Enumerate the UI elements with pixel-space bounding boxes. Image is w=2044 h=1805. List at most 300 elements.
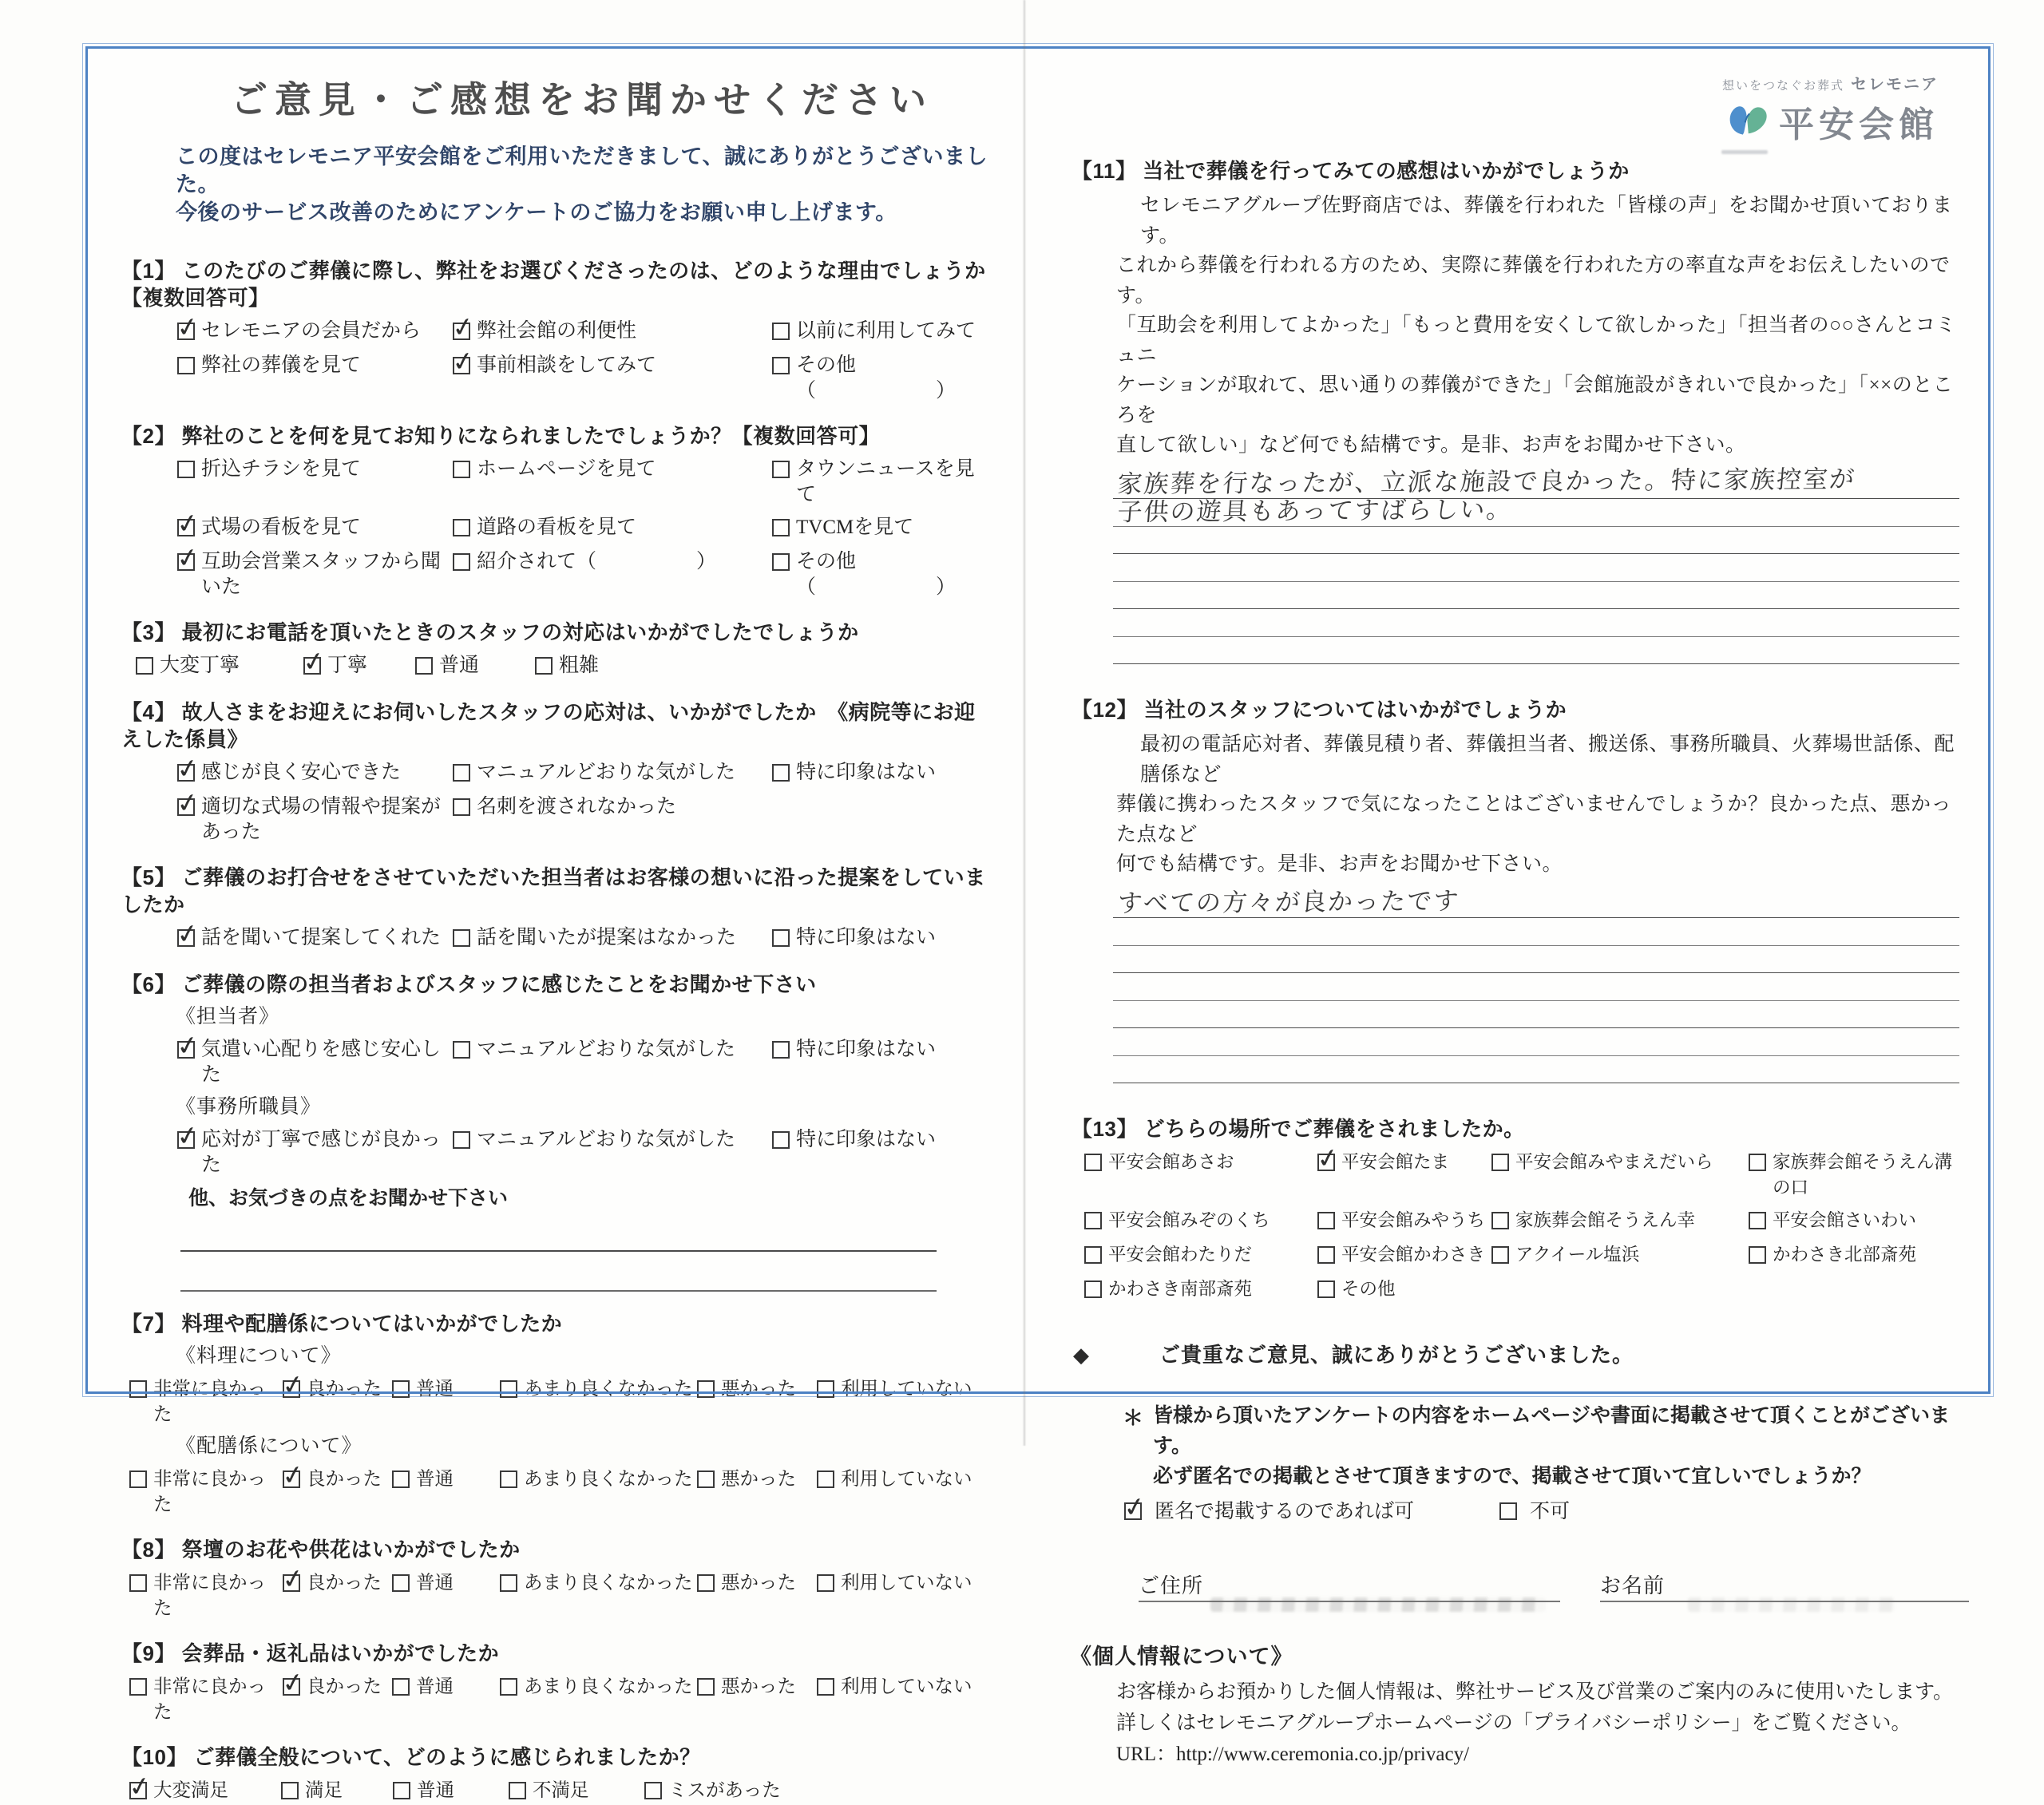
questions-left — [121, 257, 988, 1805]
checkbox-checked-icon[interactable] — [177, 553, 195, 571]
address-label: ご住所 — [1139, 1574, 1204, 1597]
question-block — [121, 971, 988, 1292]
checkbox-option[interactable] — [772, 319, 988, 346]
option-label: 普通 — [439, 655, 480, 676]
option-label: かわさき南部斎苑 — [1108, 1279, 1253, 1299]
handwritten-answer: すべての方々が良かったです — [1116, 887, 1461, 918]
option-label: 話を聞いたが提案はなかった — [477, 927, 737, 948]
publication-note — [1123, 1400, 1969, 1491]
checkbox-checked-icon[interactable] — [177, 1041, 195, 1059]
checkbox-checked-icon[interactable] — [177, 764, 195, 782]
checkbox-option[interactable] — [453, 1037, 772, 1088]
privacy-line: お客様からお預かりした個人情報は、弊社サービス及び営業のご案内のみに使用いたします。 — [1116, 1681, 1954, 1703]
checkbox-option[interactable] — [392, 1570, 500, 1621]
option-label: 満足 — [305, 1780, 343, 1801]
options-row — [177, 794, 988, 845]
option-label: 普通 — [417, 1780, 454, 1801]
checkbox-option[interactable] — [129, 1570, 283, 1621]
option-label: 普通 — [416, 1469, 454, 1490]
option-label: 利用していない — [841, 1379, 972, 1399]
asterisk-icon: ＊ — [1123, 1407, 1144, 1430]
option-group-subheading: 《料理について》 — [176, 1345, 342, 1367]
answer-ruled-line[interactable] — [1113, 1056, 1959, 1084]
checkbox-option[interactable] — [283, 1570, 392, 1621]
checkbox-option[interactable] — [500, 1674, 697, 1725]
checkbox-checked-icon[interactable] — [177, 323, 195, 340]
checkbox-option[interactable] — [1084, 1150, 1317, 1201]
checkbox-icon[interactable] — [817, 1678, 834, 1696]
question-heading: 【7】 料理や配膳係についてはいかがでしたか — [121, 1312, 563, 1336]
option-label: マニュアルどおりな気がした — [477, 762, 736, 783]
option-label: 非常に良かった — [153, 1676, 266, 1723]
option-label: アクイール塩浜 — [1515, 1245, 1640, 1265]
checkbox-icon[interactable] — [453, 1131, 470, 1149]
option-label: 良かった — [307, 1379, 382, 1399]
checkbox-icon[interactable] — [453, 798, 470, 816]
option-label: 以前に利用してみて — [796, 320, 976, 342]
checkbox-icon[interactable] — [392, 1471, 410, 1488]
checkbox-icon[interactable] — [817, 1471, 834, 1488]
answer-area — [1113, 887, 1959, 1084]
checkbox-icon[interactable] — [535, 657, 553, 675]
checkbox-option[interactable] — [817, 1570, 988, 1621]
checkbox-icon[interactable] — [772, 1041, 790, 1059]
checkbox-icon[interactable] — [129, 1471, 147, 1488]
options-row — [1084, 1277, 1969, 1304]
option-label: その他（ ） — [796, 551, 957, 598]
answer-ruled-line[interactable] — [1113, 946, 1959, 974]
checkbox-option[interactable] — [772, 515, 988, 542]
answer-ruled-line[interactable] — [1113, 973, 1959, 1001]
option-label: 普通 — [416, 1676, 454, 1697]
answer-ruled-line[interactable] — [1113, 887, 1959, 919]
options-row — [129, 1674, 988, 1725]
option-label: 非常に良かった — [153, 1379, 266, 1425]
checkbox-option[interactable] — [177, 794, 453, 845]
options-row — [1084, 1242, 1969, 1269]
option-label: 互助会営業スタッフから聞いた — [201, 551, 442, 598]
checkbox-icon[interactable] — [697, 1574, 715, 1592]
checkbox-option[interactable] — [1084, 1277, 1317, 1304]
checkbox-option[interactable] — [453, 515, 772, 542]
checkbox-option[interactable] — [772, 353, 988, 404]
option-label: タウンニュースを見て — [796, 458, 975, 505]
intro-line: この度はセレモニア平安会館をご利用いただきまして、誠にありがとうございました。 — [176, 144, 988, 196]
options-row — [136, 653, 988, 680]
options-row — [129, 1778, 988, 1805]
brand-tagline-text: 想いをつなぐお葬式 — [1721, 79, 1844, 93]
question-heading: 【2】 弊社のことを何を見てお知りになられましたでしょうか？【複数回答可】 — [121, 424, 881, 448]
checkbox-icon[interactable] — [1084, 1212, 1102, 1229]
consent-ok-option[interactable] — [1124, 1499, 1499, 1526]
option-label: あまり良くなかった — [524, 1676, 693, 1697]
checkbox-icon[interactable] — [1749, 1154, 1766, 1171]
checkbox-option[interactable] — [283, 1376, 392, 1427]
checkbox-option[interactable] — [177, 515, 453, 542]
checkbox-option[interactable] — [509, 1778, 644, 1805]
option-label: あまり良くなかった — [524, 1573, 693, 1593]
option-label: 大変丁寧 — [160, 655, 240, 676]
description-line: 「互助会を利用してよかった」「もっと費用を安くして欲しかった」「担当者の○○さんとコミュニ — [1116, 315, 1956, 366]
checkbox-option[interactable] — [1491, 1150, 1749, 1201]
checkbox-icon[interactable] — [772, 553, 790, 571]
checkbox-option[interactable] — [1749, 1150, 1969, 1201]
answer-ruled-line[interactable] — [1113, 1028, 1959, 1056]
checkbox-option[interactable] — [453, 794, 772, 845]
option-label: 非常に良かった — [153, 1469, 266, 1515]
checkbox-option[interactable] — [392, 1467, 500, 1518]
checkbox-icon[interactable] — [500, 1380, 517, 1398]
option-label: 丁寧 — [327, 655, 368, 676]
option-label: 平安会館たま — [1341, 1152, 1450, 1172]
checkbox-icon[interactable] — [772, 461, 790, 478]
checkbox-option[interactable] — [177, 549, 453, 600]
option-label: 家族葬会館そうえん溝の口 — [1773, 1152, 1953, 1197]
brand-logo — [1721, 71, 1939, 147]
question-block — [1067, 1115, 1969, 1304]
checkbox-option[interactable] — [281, 1778, 393, 1805]
checkbox-option[interactable] — [697, 1376, 817, 1427]
checkbox-option[interactable] — [392, 1376, 500, 1427]
options-row — [1084, 1150, 1969, 1201]
handwritten-answer: 家族葬を行なったが、立派な施設で良かった。特に家族控室が — [1116, 465, 1857, 499]
checkbox-icon[interactable] — [500, 1471, 517, 1488]
checkbox-option[interactable] — [177, 760, 453, 787]
checkbox-option[interactable] — [283, 1467, 392, 1518]
consent-options — [1124, 1499, 1969, 1526]
page-title: ご意見・ご感想をお聞かせください — [231, 80, 933, 121]
checkbox-icon[interactable] — [129, 1574, 147, 1592]
checkbox-option[interactable] — [500, 1467, 697, 1518]
checkbox-icon[interactable] — [392, 1574, 410, 1592]
option-label: 悪かった — [721, 1573, 796, 1593]
options-row — [177, 760, 988, 787]
checkbox-icon[interactable] — [1491, 1212, 1509, 1229]
question-block — [121, 699, 988, 845]
address-field[interactable] — [1139, 1569, 1560, 1602]
description-line: 何でも結構です。是非、お声をお聞かせ下さい。 — [1116, 853, 1563, 875]
checkbox-icon[interactable] — [177, 357, 195, 374]
question-block — [121, 864, 988, 952]
question-block — [121, 1744, 988, 1805]
option-label: 大変満足 — [153, 1780, 228, 1801]
checkbox-icon[interactable] — [1749, 1246, 1766, 1264]
publication-note-line: 必ず匿名での掲載とさせて頂きますので、掲載させて頂いて宜しいでしょうか？ — [1153, 1465, 1872, 1487]
checkbox-option[interactable] — [1317, 1242, 1491, 1269]
checkbox-icon[interactable] — [772, 357, 790, 374]
question-block — [1067, 157, 1969, 664]
answer-ruled-line[interactable] — [1113, 1001, 1959, 1029]
checkbox-checked-icon[interactable] — [453, 323, 470, 340]
option-label: 悪かった — [721, 1676, 796, 1697]
answer-ruled-line[interactable] — [1113, 637, 1959, 665]
checkbox-checked-icon[interactable] — [129, 1782, 147, 1799]
checkbox-icon[interactable] — [500, 1678, 517, 1696]
checkbox-option[interactable] — [817, 1376, 988, 1427]
checkbox-icon[interactable] — [817, 1380, 834, 1398]
option-group-subheading: 《配膳係について》 — [176, 1435, 362, 1457]
description-line: 葬儀に携わったスタッフで気になったことはございませんでしょうか？良かった点、悪かった点など — [1116, 794, 1952, 845]
checkbox-option[interactable] — [644, 1778, 988, 1805]
checkbox-option[interactable] — [772, 1037, 988, 1088]
option-label: 良かった — [307, 1573, 382, 1593]
checkbox-icon[interactable] — [500, 1574, 517, 1592]
options-row — [177, 549, 988, 600]
checkbox-icon[interactable] — [772, 323, 790, 340]
checkbox-option[interactable] — [772, 760, 988, 787]
checkbox-option[interactable] — [393, 1778, 509, 1805]
privacy-heading: 《個人情報について》 — [1070, 1645, 1293, 1668]
question-heading: 【12】 当社のスタッフについてはいかがでしょうか — [1072, 698, 1567, 722]
option-label: 弊社の葬儀を見て — [201, 354, 362, 376]
checkbox-icon[interactable] — [772, 764, 790, 782]
checkbox-option[interactable] — [303, 653, 415, 680]
option-label: 事前相談をしてみて — [477, 354, 657, 376]
options-row — [129, 1376, 988, 1427]
checkbox-option[interactable] — [1749, 1242, 1969, 1269]
question-heading: 【3】 最初にお電話を頂いたときのスタッフの対応はいかがでしたでしょうか — [121, 620, 859, 644]
checkbox-icon[interactable] — [453, 764, 470, 782]
answer-ruled-line[interactable] — [1113, 527, 1959, 555]
checkbox-option[interactable] — [453, 353, 772, 404]
checkbox-checked-icon[interactable] — [177, 519, 195, 536]
checkbox-option[interactable] — [1317, 1208, 1491, 1235]
checkbox-icon[interactable] — [509, 1782, 526, 1799]
checkbox-icon[interactable] — [1084, 1281, 1102, 1298]
checkbox-option[interactable] — [392, 1674, 500, 1725]
checkbox-option[interactable] — [129, 1376, 283, 1427]
options-row — [129, 1570, 988, 1621]
name-field[interactable] — [1600, 1569, 1969, 1602]
answer-ruled-line[interactable] — [1113, 495, 1959, 527]
checkbox-option[interactable] — [453, 319, 772, 346]
checkbox-option[interactable] — [283, 1674, 392, 1725]
answer-ruled-line[interactable] — [1113, 609, 1959, 637]
option-label: 適切な式場の情報や提案があった — [201, 796, 442, 843]
checkbox-option[interactable] — [453, 549, 772, 600]
option-label: 折込チラシを見て — [201, 458, 362, 480]
option-label: 悪かった — [721, 1469, 796, 1490]
checkbox-icon[interactable] — [393, 1782, 410, 1799]
checkbox-option[interactable] — [1084, 1208, 1317, 1235]
option-label: 良かった — [307, 1469, 382, 1490]
checkbox-icon[interactable] — [136, 657, 153, 675]
checkbox-icon[interactable] — [772, 1131, 790, 1149]
checkbox-checked-icon[interactable] — [177, 1131, 195, 1149]
checkbox-option[interactable] — [415, 653, 535, 680]
right-page — [1067, 61, 1969, 1770]
checkbox-icon[interactable] — [1317, 1246, 1335, 1264]
answer-ruled-line[interactable] — [1113, 918, 1959, 946]
diamond-icon: ◆ — [1073, 1343, 1089, 1367]
checkbox-option[interactable] — [177, 1127, 453, 1178]
checkbox-option[interactable] — [136, 653, 303, 680]
consent-ng-option[interactable] — [1499, 1499, 1570, 1526]
checkbox-icon[interactable] — [129, 1380, 147, 1398]
checkbox-icon[interactable] — [177, 461, 195, 478]
checkbox-icon[interactable] — [1317, 1212, 1335, 1229]
checkbox-option[interactable] — [772, 925, 988, 952]
checkbox-option[interactable] — [177, 319, 453, 346]
checkbox-option[interactable] — [177, 925, 453, 952]
checkbox-icon[interactable] — [453, 929, 470, 947]
checkbox-option[interactable] — [177, 1037, 453, 1088]
checkbox-option[interactable] — [817, 1674, 988, 1725]
answer-ruled-line[interactable] — [1113, 582, 1959, 610]
checkbox-icon[interactable] — [1499, 1502, 1517, 1520]
option-label: ホームページを見て — [477, 458, 656, 480]
checkbox-option[interactable] — [500, 1376, 697, 1427]
option-label: 特に印象はない — [796, 1129, 937, 1150]
thanks-note — [1073, 1339, 1969, 1368]
answer-blank-line[interactable] — [180, 1212, 937, 1252]
checkbox-icon[interactable] — [1749, 1212, 1766, 1229]
checkbox-option[interactable] — [697, 1570, 817, 1621]
checkbox-option[interactable] — [453, 925, 772, 952]
checkbox-option[interactable] — [1491, 1208, 1749, 1235]
checkbox-icon[interactable] — [644, 1782, 662, 1799]
checkbox-option[interactable] — [772, 1127, 988, 1178]
option-label: 平安会館みやまえだいら — [1515, 1152, 1713, 1172]
answer-blank-line[interactable] — [180, 1252, 937, 1292]
option-label: 道路の看板を見て — [477, 517, 637, 538]
checkbox-option[interactable] — [817, 1467, 988, 1518]
checkbox-checked-icon[interactable] — [177, 929, 195, 947]
option-label: 良かった — [307, 1676, 382, 1697]
checkbox-option[interactable] — [177, 457, 453, 508]
answer-ruled-line[interactable] — [1113, 554, 1959, 582]
checkbox-option[interactable] — [453, 457, 772, 508]
options-row — [129, 1467, 988, 1518]
question-block — [121, 422, 988, 600]
checkbox-option[interactable] — [697, 1467, 817, 1518]
checkbox-option[interactable] — [177, 353, 453, 404]
checkbox-icon[interactable] — [1084, 1246, 1102, 1264]
option-label: 平安会館かわさき — [1341, 1245, 1486, 1265]
brand-kaikan-name: 平安会館 — [1779, 105, 1939, 144]
name-label: お名前 — [1600, 1574, 1666, 1597]
intro-line: 今後のサービス改善のためにアンケートのご協力をお願い申し上げます。 — [176, 200, 897, 224]
question-heading: 【1】 このたびのご葬儀に際し、弊社をお選びくださったのは、どのような理由でしょうか【複数回答可】 — [121, 259, 986, 310]
option-label: 感じが良く安心できた — [201, 762, 402, 783]
options-row — [177, 1037, 988, 1088]
options-row — [1084, 1208, 1969, 1235]
option-label: 特に印象はない — [796, 927, 937, 948]
options-row — [177, 353, 988, 404]
question-heading: 【4】 故人さまをお迎えにお伺いしたスタッフの応対は、いかがでしたか 《病院等にお迎えした係員》 — [121, 700, 976, 751]
brand-tagline — [1721, 71, 1939, 94]
checkbox-option[interactable] — [772, 457, 988, 508]
checkbox-checked-icon[interactable] — [1317, 1154, 1335, 1171]
option-label: マニュアルどおりな気がした — [477, 1129, 736, 1150]
handwritten-answer: 子供の遊具もあってすばらしい。 — [1116, 495, 1514, 527]
checkbox-option[interactable] — [697, 1674, 817, 1725]
checkbox-icon[interactable] — [697, 1380, 715, 1398]
checkbox-icon[interactable] — [1491, 1246, 1509, 1264]
option-label: ミスがあった — [668, 1780, 781, 1801]
description-line: セレモニアグループ佐野商店では、葬儀を行われた「皆様の声」をお聞かせ頂いております。 — [1140, 195, 1953, 247]
checkbox-icon[interactable] — [453, 461, 470, 478]
checkbox-icon[interactable] — [1317, 1281, 1335, 1298]
option-label: 匿名で掲載するのであれば可 — [1155, 1501, 1415, 1522]
option-label: 式場の看板を見て — [201, 517, 362, 538]
question-block — [121, 1310, 988, 1518]
checkbox-option[interactable] — [453, 760, 772, 787]
checkbox-icon[interactable] — [453, 519, 470, 536]
checkbox-icon[interactable] — [415, 657, 433, 675]
option-group-subheading: 《事務所職員》 — [176, 1096, 322, 1118]
option-label: TVCMを見て — [796, 517, 914, 538]
option-label: 平安会館さいわい — [1773, 1210, 1917, 1230]
checkbox-option[interactable] — [1317, 1150, 1491, 1201]
checkbox-icon[interactable] — [453, 1041, 470, 1059]
checkbox-option[interactable] — [535, 653, 988, 680]
option-label: あまり良くなかった — [524, 1379, 693, 1399]
questions-right — [1067, 157, 1969, 1304]
option-label: 応対が丁寧で感じが良かった — [201, 1129, 442, 1176]
question-heading: 【10】 ご葬儀全般について、どのように感じられましたか？ — [121, 1745, 701, 1769]
question-block — [121, 619, 988, 680]
checkbox-checked-icon[interactable] — [283, 1678, 300, 1696]
option-label: その他 — [1341, 1279, 1396, 1299]
checkbox-checked-icon[interactable] — [283, 1471, 300, 1488]
question-heading: 【5】 ご葬儀のお打合せをさせていただいた担当者はお客様の想いに沿った提案をしていましたか — [121, 865, 986, 916]
checkbox-icon[interactable] — [392, 1380, 410, 1398]
checkbox-checked-icon[interactable] — [1124, 1502, 1142, 1520]
fold-crease — [1023, 0, 1026, 1446]
publication-note-line: 皆様から頂いたアンケートの内容をホームページや書面に掲載させて頂くことがございます。 — [1153, 1404, 1951, 1457]
option-label: 紹介されて（ ） — [477, 551, 717, 572]
checkbox-option[interactable] — [1491, 1242, 1749, 1269]
option-label: 不可 — [1530, 1501, 1571, 1522]
options-row — [177, 1127, 988, 1178]
checkbox-option[interactable] — [772, 549, 988, 600]
checkbox-icon[interactable] — [392, 1678, 410, 1696]
checkbox-option[interactable] — [129, 1674, 283, 1725]
checkbox-checked-icon[interactable] — [283, 1380, 300, 1398]
checkbox-icon[interactable] — [772, 519, 790, 536]
options-row — [177, 515, 988, 542]
checkbox-option[interactable] — [500, 1570, 697, 1621]
options-row — [177, 457, 988, 508]
checkbox-option[interactable] — [1749, 1208, 1969, 1235]
checkbox-icon[interactable] — [1084, 1154, 1102, 1171]
checkbox-icon[interactable] — [453, 553, 470, 571]
checkbox-icon[interactable] — [817, 1574, 834, 1592]
question-block — [121, 257, 988, 404]
checkbox-checked-icon[interactable] — [453, 357, 470, 374]
option-label: 弊社会館の利便性 — [477, 320, 637, 342]
checkbox-option[interactable] — [1084, 1242, 1317, 1269]
option-label: 特に印象はない — [796, 762, 937, 783]
survey-sheet — [82, 43, 1994, 1801]
checkbox-option[interactable] — [453, 1127, 772, 1178]
checkbox-icon[interactable] — [697, 1678, 715, 1696]
checkbox-icon[interactable] — [1491, 1154, 1509, 1171]
checkbox-checked-icon[interactable] — [283, 1574, 300, 1592]
checkbox-option[interactable] — [129, 1467, 283, 1518]
checkbox-checked-icon[interactable] — [177, 798, 195, 816]
question-heading: 【13】 どちらの場所でご葬儀をされましたか。 — [1072, 1117, 1525, 1141]
checkbox-option[interactable] — [129, 1778, 281, 1805]
checkbox-option[interactable] — [1317, 1277, 1491, 1304]
checkbox-icon[interactable] — [697, 1471, 715, 1488]
checkbox-checked-icon[interactable] — [303, 657, 321, 675]
checkbox-icon[interactable] — [772, 929, 790, 947]
checkbox-icon[interactable] — [281, 1782, 299, 1799]
question-description — [1116, 191, 1969, 461]
checkbox-icon[interactable] — [129, 1678, 147, 1696]
